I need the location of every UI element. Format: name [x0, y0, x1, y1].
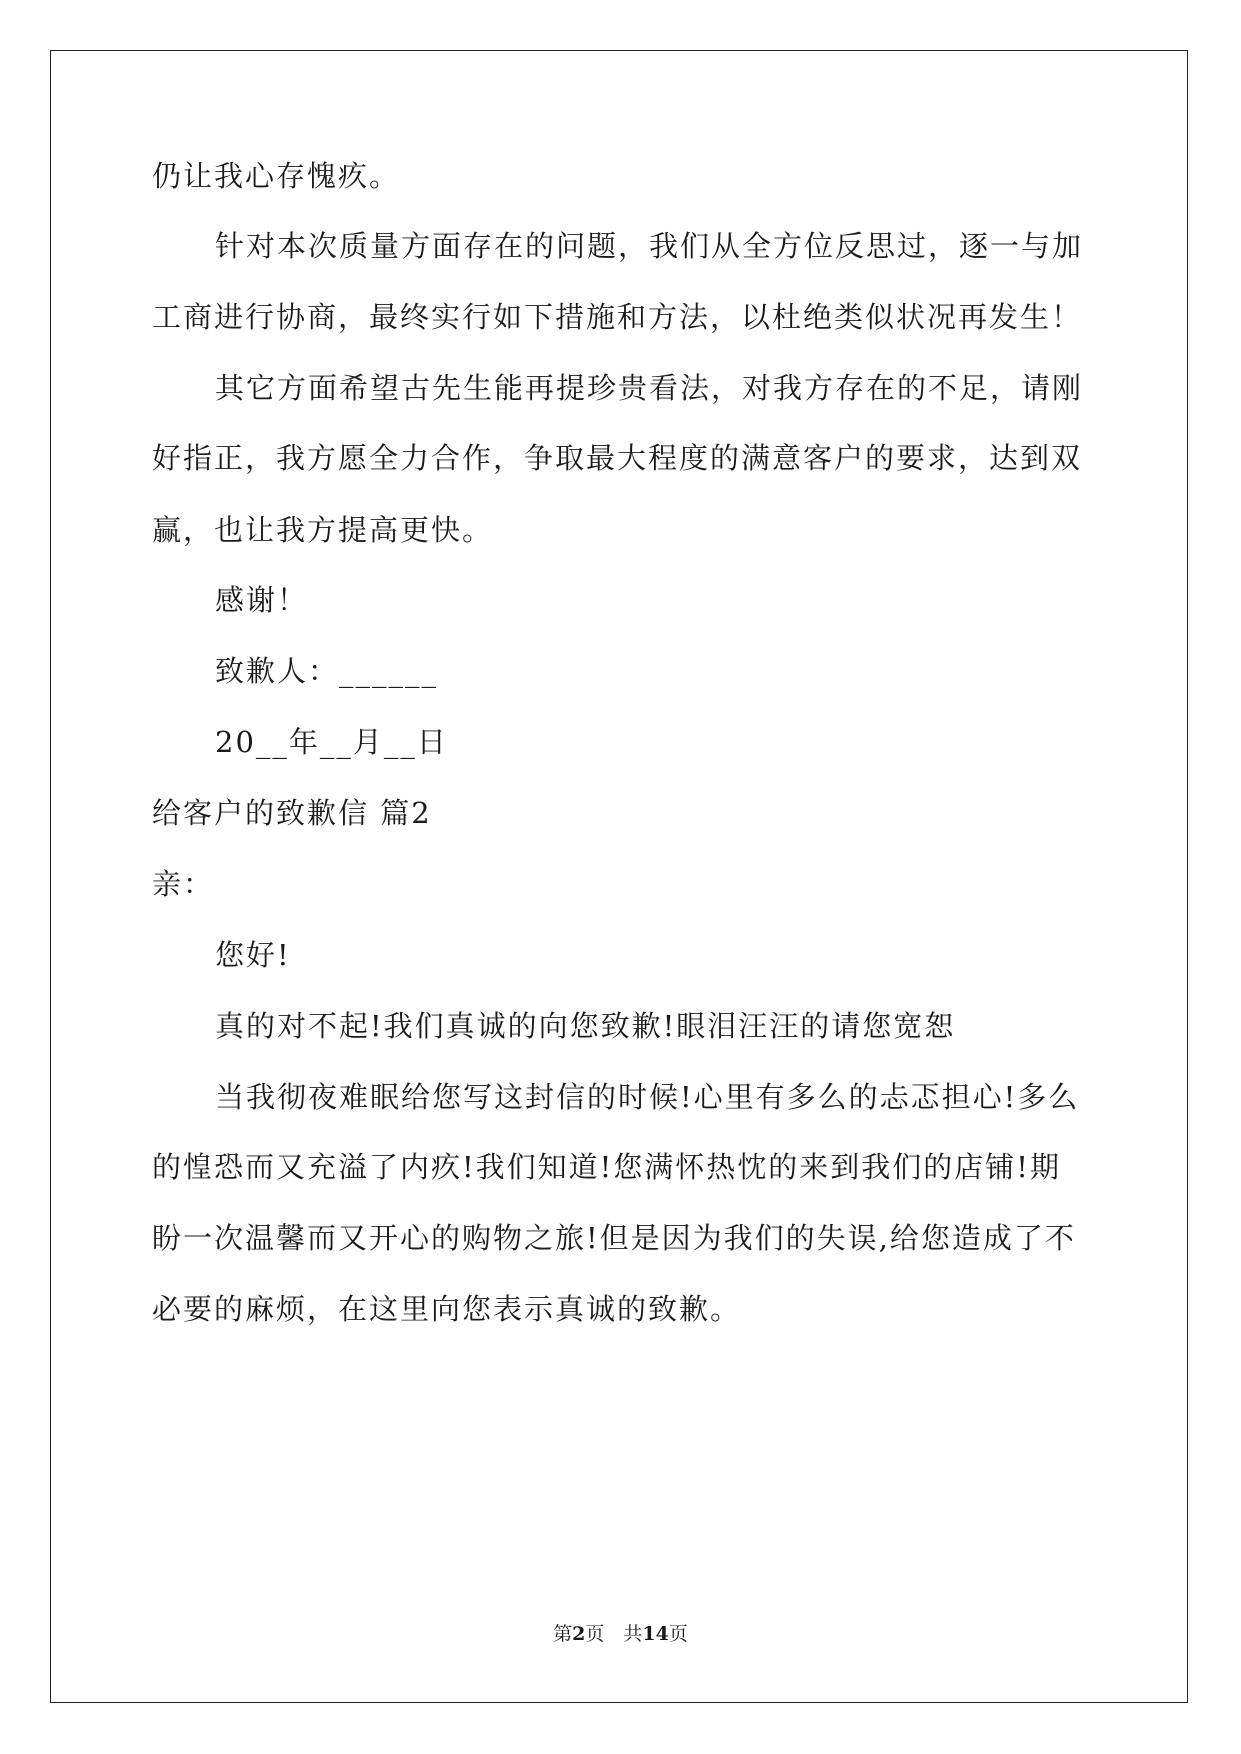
current-page-number: 2 [572, 1623, 586, 1645]
text-line: 赢，也让我方提高更快。 [152, 513, 494, 547]
text-line: 好指正，我方愿全力合作，争取最大程度的满意客户的要求，达到双 [152, 441, 1083, 475]
text-line: 的惶恐而又充溢了内疚!我们知道!您满怀热忱的来到我们的店铺!期 [152, 1150, 1061, 1184]
text-line: 感谢！ [215, 583, 309, 617]
section-heading: 给客户的致歉信 篇2 [152, 796, 432, 830]
text-line: 必要的麻烦，在这里向您表示真诚的致歉。 [152, 1292, 742, 1326]
page-footer [0, 1622, 1241, 1646]
total-pages-number: 14 [642, 1623, 669, 1645]
footer-prefix: 第 [553, 1623, 573, 1645]
text-line: 您好! [215, 938, 291, 972]
text-line: 仍让我心存愧疚。 [152, 159, 401, 193]
text-line: 真的对不起!我们真诚的向您致歉!眼泪汪汪的请您宽恕 [215, 1009, 956, 1043]
signature-line: 致歉人：______ [215, 654, 439, 688]
salutation: 亲： [152, 867, 215, 901]
text-line: 当我彻夜难眠给您写这封信的时候!心里有多么的忐忑担心!多么 [215, 1080, 1080, 1114]
footer-suffix: 页 [668, 1623, 688, 1645]
text-line: 盼一次温馨而又开心的购物之旅!但是因为我们的失误,给您造成了不 [152, 1221, 1076, 1255]
date-line: 20__年__月__日 [215, 725, 448, 759]
text-line: 工商进行协商，最终实行如下措施和方法，以杜绝类似状况再发生！ [152, 300, 1083, 334]
footer-middle: 页 共 [585, 1623, 643, 1645]
text-line: 针对本次质量方面存在的问题，我们从全方位反思过，逐一与加 [215, 229, 1084, 263]
text-line: 其它方面希望古先生能再提珍贵看法，对我方存在的不足，请刚 [215, 371, 1084, 405]
